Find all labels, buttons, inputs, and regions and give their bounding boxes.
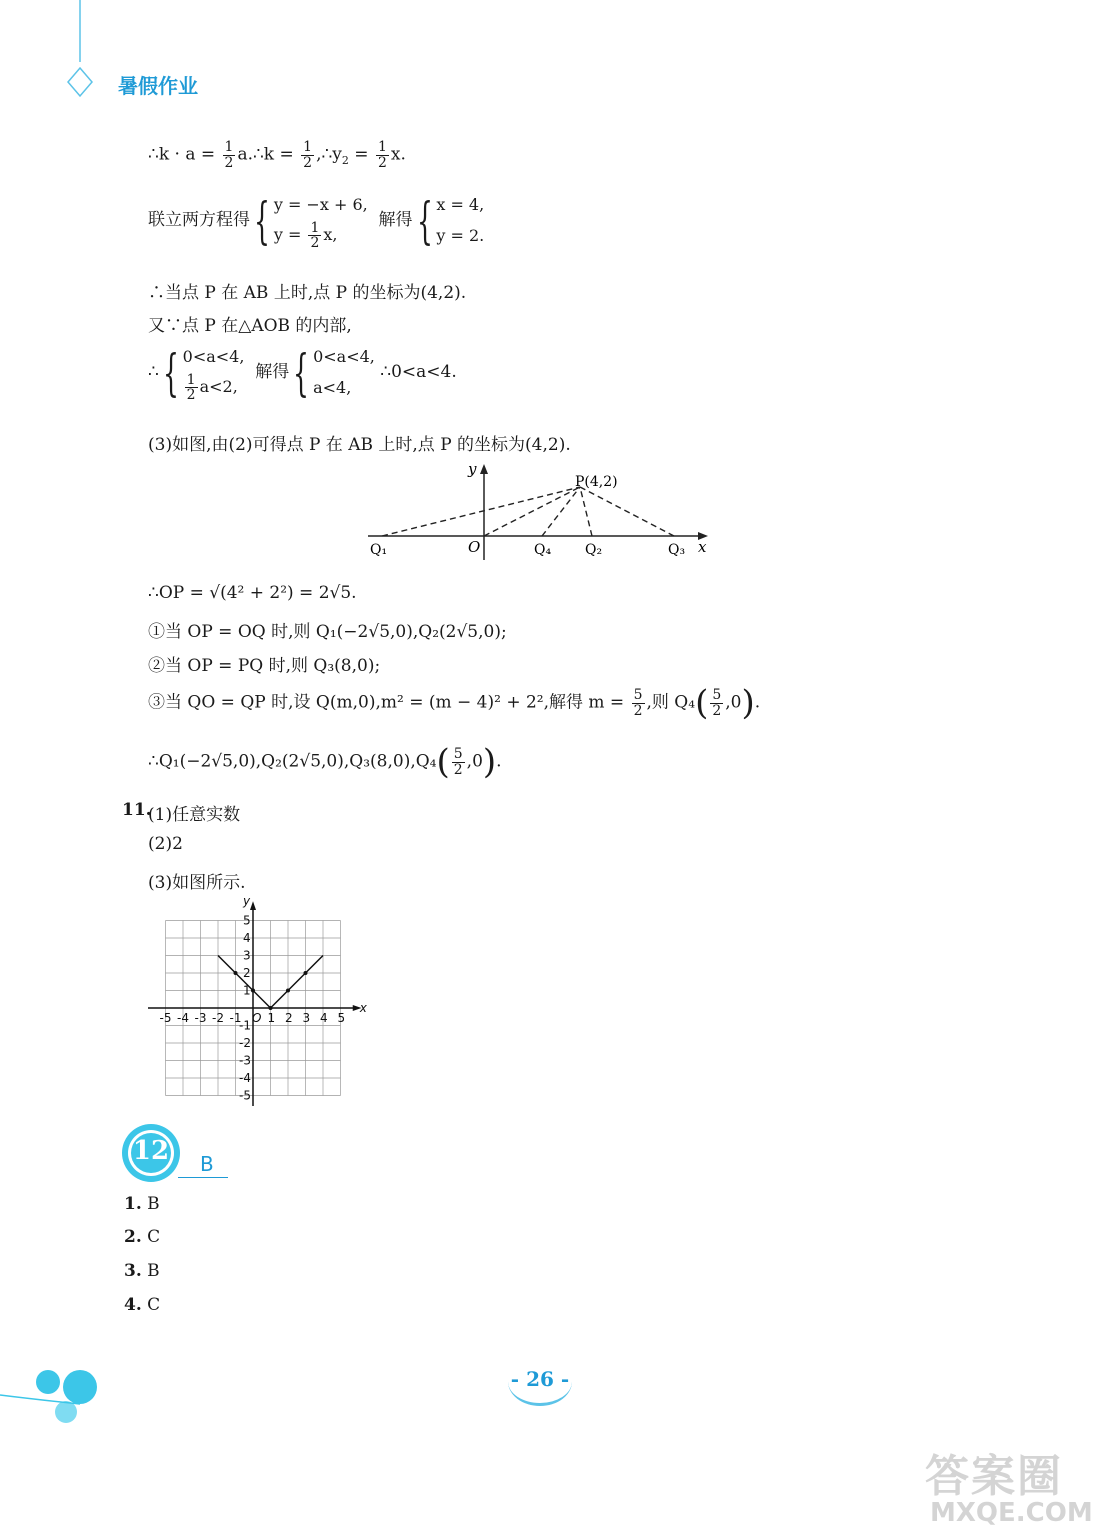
fig1-p-label: P(4,2) [575,474,618,490]
fig2-y-tick: -1 [239,1018,251,1033]
fig2-x-tick: 4 [320,1011,328,1025]
text-line-7: ∴OP = √(4² + 2²) = 2√5. [148,583,357,603]
fig2-y-tick: -4 [239,1071,251,1085]
q11-answer-2: (2)2 [148,834,183,854]
fig2-y-tick: -5 [239,1088,251,1103]
text-line-5: ∴{ 0<a<4, $\frac{1}{2}$ a<2, 解得{ 0<a<4, a<4, ∴0<a<4. [148,343,457,404]
fig1-q4-label: Q₄ [534,542,552,558]
fig2-point [269,1006,273,1010]
answer-row-1: 1. B [124,1194,160,1214]
fig2-y-tick: 5 [243,913,251,928]
figure-abs-graph [148,895,368,1110]
text-line-8: ①当 OP = OQ 时,则 Q₁(−2√5,0),Q₂(2√5,0); [148,622,507,642]
text-line-11: ∴Q₁(−2√5,0),Q₂(2√5,0),Q₃(8,0),Q₄( $\frac{5}{2}$ ,0). [148,742,502,782]
fig2-x-tick: 2 [285,1011,293,1025]
text-line-4: 又∵点 P 在△AOB 的内部, [148,316,352,336]
fig2-x-tick: 5 [337,1011,346,1025]
fig2-x-tick: -1 [229,1011,242,1025]
header-title: 暑假作业 [118,74,198,98]
fig2-point [234,971,238,975]
text-line-6: (3)如图,由(2)可得点 P 在 AB 上时,点 P 的坐标为(4,2). [148,435,571,455]
fig2-y-tick: 2 [243,966,251,980]
fig2-y-label: y [243,895,251,908]
q11-number: 11. [122,800,152,820]
footer-bubbles-icon [0,1360,110,1430]
fig2-y-tick: -2 [239,1036,251,1050]
fig1-q1-label: Q₁ [370,542,388,558]
watermark-bottom: MXQE.COM [930,1498,1093,1528]
fig2-x-tick: -4 [177,1011,189,1025]
fig2-y-tick: 1 [243,983,251,998]
text-line-9: ②当 OP = PQ 时,则 Q₃(8,0); [148,656,381,676]
section-12-label: B [200,1152,214,1176]
fig2-x-tick: 1 [267,1011,276,1025]
fig2-point [304,971,308,975]
answer-row-4: 4. C [124,1295,161,1315]
fig2-x-tick: -3 [194,1011,207,1025]
fig1-x-label: x [698,538,707,556]
text-line-2: 联立两方程得{ y = −x + 6, y = $\frac{1}{2}$ x, 解得{ x = 4, y = 2. [148,191,485,252]
text-line-1: ∴k · a = $\frac{1}{2}$ a.∴k = $\frac{1}{2}$ $,\therefore y_2$ = $\frac{1}{2}$ x. [148,139,406,171]
watermark-top: 答案圈 [925,1451,1063,1502]
fig2-x-tick: 3 [302,1011,311,1025]
q11-answer-3: (3)如图所示. [148,873,246,893]
text-line-10: ③当 QO = QP 时,设 Q(m,0),m² = (m − 4)² + 2²,解得 m = $\frac{5}{2}$ ,则 Q₄( $\frac{5}{2}$ ,0). [148,683,761,723]
fig1-origin-label: O [468,538,481,556]
fig2-y-tick: 4 [243,931,251,945]
section-12-badge [120,1122,182,1184]
figure-points-q [360,460,720,570]
fig2-y-arrow [250,901,256,910]
fig1-q3-label: Q₃ [668,542,686,558]
fig2-x-tick: -2 [212,1011,224,1025]
q11-answer-1: (1)任意实数 [148,805,241,825]
fig2-point [251,989,255,993]
fig2-y-tick: 3 [243,948,251,963]
fig1-q2-label: Q₂ [585,542,603,558]
section-12-underline [178,1177,228,1178]
page-number: - 26 - [510,1367,570,1391]
fig2-x-tick: -5 [159,1011,172,1025]
fig2-origin-label: O [252,1011,262,1025]
answer-row-2: 2. C [124,1227,161,1247]
answer-row-3: 3. B [124,1261,160,1281]
fig2-y-tick: -3 [239,1053,251,1068]
text-line-3: ∴当点 P 在 AB 上时,点 P 的坐标为(4,2). [148,283,467,303]
fig1-y-label: y [468,460,477,478]
fig2-point [286,989,290,993]
section-12-number: 12 [132,1136,170,1166]
fig2-x-label: x [359,1001,367,1015]
